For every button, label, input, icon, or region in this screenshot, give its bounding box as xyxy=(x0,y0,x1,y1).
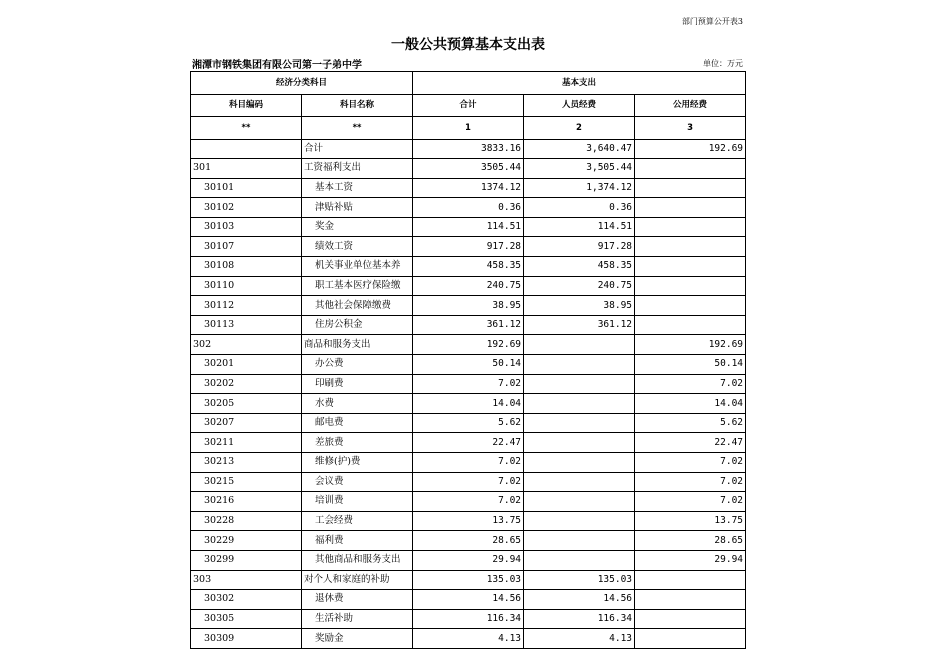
cell-code: 30101 xyxy=(191,178,302,198)
header-idx-total: 1 xyxy=(413,117,524,140)
cell-public xyxy=(635,198,746,218)
header-econ-category: 经济分类科目 xyxy=(191,72,413,95)
cell-public xyxy=(635,296,746,316)
cell-name: 其他社会保障缴费 xyxy=(302,296,413,316)
cell-code: 30113 xyxy=(191,315,302,335)
cell-personnel: 361.12 xyxy=(524,315,635,335)
cell-total: 192.69 xyxy=(413,335,524,355)
cell-name: 奖金 xyxy=(302,217,413,237)
cell-name: 培训费 xyxy=(302,492,413,512)
cell-total: 7.02 xyxy=(413,453,524,473)
cell-code: 30207 xyxy=(191,413,302,433)
cell-name: 合计 xyxy=(302,139,413,159)
table-row xyxy=(191,217,746,237)
cell-name: 福利费 xyxy=(302,531,413,551)
cell-public: 7.02 xyxy=(635,492,746,512)
unit-label: 单位：万元 xyxy=(703,59,743,68)
cell-total: 29.94 xyxy=(413,550,524,570)
header-idx-public: 3 xyxy=(635,117,746,140)
cell-public xyxy=(635,629,746,649)
cell-code: 30102 xyxy=(191,198,302,218)
budget-table xyxy=(190,71,746,649)
cell-total: 22.47 xyxy=(413,433,524,453)
cell-name: 其他商品和服务支出 xyxy=(302,550,413,570)
table-row xyxy=(191,315,746,335)
table-row xyxy=(191,609,746,629)
cell-personnel: 135.03 xyxy=(524,570,635,590)
table-row xyxy=(191,237,746,257)
page-title: 一般公共预算基本支出表 xyxy=(391,37,545,53)
cell-personnel xyxy=(524,433,635,453)
header-idx-code: ** xyxy=(191,117,302,140)
cell-code: 30112 xyxy=(191,296,302,316)
table-row xyxy=(191,433,746,453)
cell-personnel xyxy=(524,355,635,375)
cell-code: 30202 xyxy=(191,374,302,394)
header-idx-name: ** xyxy=(302,117,413,140)
table-row xyxy=(191,413,746,433)
cell-name: 工会经费 xyxy=(302,511,413,531)
cell-personnel xyxy=(524,492,635,512)
table-row xyxy=(191,296,746,316)
cell-code: 30305 xyxy=(191,609,302,629)
cell-code xyxy=(191,139,302,159)
header-total: 合计 xyxy=(413,94,524,117)
cell-code: 30211 xyxy=(191,433,302,453)
cell-personnel xyxy=(524,394,635,414)
cell-total: 14.56 xyxy=(413,590,524,610)
cell-total: 240.75 xyxy=(413,276,524,296)
header-row-2 xyxy=(191,94,746,117)
cell-public xyxy=(635,217,746,237)
table-row xyxy=(191,629,746,649)
cell-code: 30103 xyxy=(191,217,302,237)
table-row xyxy=(191,550,746,570)
cell-total: 5.62 xyxy=(413,413,524,433)
cell-personnel: 114.51 xyxy=(524,217,635,237)
table-row xyxy=(191,570,746,590)
cell-public: 28.65 xyxy=(635,531,746,551)
table-row xyxy=(191,178,746,198)
cell-code: 302 xyxy=(191,335,302,355)
cell-total: 28.65 xyxy=(413,531,524,551)
cell-name: 基本工资 xyxy=(302,178,413,198)
cell-code: 30110 xyxy=(191,276,302,296)
table-row xyxy=(191,511,746,531)
header-public: 公用经费 xyxy=(635,94,746,117)
cell-total: 917.28 xyxy=(413,237,524,257)
header-row-1 xyxy=(191,72,746,95)
cell-name: 维修(护)费 xyxy=(302,453,413,473)
cell-public: 13.75 xyxy=(635,511,746,531)
cell-total: 50.14 xyxy=(413,355,524,375)
table-row xyxy=(191,198,746,218)
cell-code: 30215 xyxy=(191,472,302,492)
cell-total: 135.03 xyxy=(413,570,524,590)
cell-name: 对个人和家庭的补助 xyxy=(302,570,413,590)
cell-total: 116.34 xyxy=(413,609,524,629)
cell-public xyxy=(635,159,746,179)
cell-public xyxy=(635,237,746,257)
cell-personnel: 1,374.12 xyxy=(524,178,635,198)
cell-personnel: 116.34 xyxy=(524,609,635,629)
table-row xyxy=(191,335,746,355)
cell-code: 30107 xyxy=(191,237,302,257)
cell-name: 住房公积金 xyxy=(302,315,413,335)
cell-public xyxy=(635,276,746,296)
cell-public xyxy=(635,590,746,610)
table-row xyxy=(191,257,746,277)
cell-total: 13.75 xyxy=(413,511,524,531)
cell-total: 0.36 xyxy=(413,198,524,218)
cell-code: 30299 xyxy=(191,550,302,570)
cell-public: 192.69 xyxy=(635,335,746,355)
cell-public: 29.94 xyxy=(635,550,746,570)
organization-name: 湘潭市钢铁集团有限公司第一子弟中学 xyxy=(192,60,362,71)
cell-public: 7.02 xyxy=(635,453,746,473)
cell-code: 30216 xyxy=(191,492,302,512)
cell-code: 30213 xyxy=(191,453,302,473)
cell-personnel: 240.75 xyxy=(524,276,635,296)
cell-personnel xyxy=(524,550,635,570)
cell-total: 1374.12 xyxy=(413,178,524,198)
table-row xyxy=(191,453,746,473)
cell-public xyxy=(635,257,746,277)
header-name: 科目名称 xyxy=(302,94,413,117)
header-row-3 xyxy=(191,117,746,140)
table-row xyxy=(191,492,746,512)
cell-total: 4.13 xyxy=(413,629,524,649)
cell-total: 3833.16 xyxy=(413,139,524,159)
table-row xyxy=(191,374,746,394)
cell-public xyxy=(635,570,746,590)
cell-public: 7.02 xyxy=(635,374,746,394)
cell-name: 津贴补贴 xyxy=(302,198,413,218)
cell-code: 30309 xyxy=(191,629,302,649)
cell-code: 30201 xyxy=(191,355,302,375)
cell-public: 5.62 xyxy=(635,413,746,433)
cell-name: 生活补助 xyxy=(302,609,413,629)
cell-personnel xyxy=(524,453,635,473)
cell-public: 14.04 xyxy=(635,394,746,414)
cell-name: 差旅费 xyxy=(302,433,413,453)
cell-name: 商品和服务支出 xyxy=(302,335,413,355)
table-row xyxy=(191,472,746,492)
cell-code: 30302 xyxy=(191,590,302,610)
cell-name: 绩效工资 xyxy=(302,237,413,257)
cell-code: 30229 xyxy=(191,531,302,551)
table-row xyxy=(191,159,746,179)
cell-name: 邮电费 xyxy=(302,413,413,433)
cell-name: 办公费 xyxy=(302,355,413,375)
cell-public: 7.02 xyxy=(635,472,746,492)
cell-personnel xyxy=(524,413,635,433)
cell-name: 机关事业单位基本养 xyxy=(302,257,413,277)
cell-code: 30108 xyxy=(191,257,302,277)
table-row xyxy=(191,590,746,610)
cell-personnel: 917.28 xyxy=(524,237,635,257)
table-row xyxy=(191,394,746,414)
cell-name: 奖励金 xyxy=(302,629,413,649)
cell-name: 工资福利支出 xyxy=(302,159,413,179)
cell-total: 7.02 xyxy=(413,492,524,512)
cell-name: 会议费 xyxy=(302,472,413,492)
cell-code: 303 xyxy=(191,570,302,590)
cell-personnel: 3,505.44 xyxy=(524,159,635,179)
cell-total: 3505.44 xyxy=(413,159,524,179)
cell-public xyxy=(635,315,746,335)
header-basic-expenditure: 基本支出 xyxy=(413,72,746,95)
cell-personnel: 4.13 xyxy=(524,629,635,649)
cell-personnel xyxy=(524,531,635,551)
header-code: 科目编码 xyxy=(191,94,302,117)
cell-personnel xyxy=(524,374,635,394)
cell-personnel: 38.95 xyxy=(524,296,635,316)
cell-name: 水费 xyxy=(302,394,413,414)
cell-name: 印刷费 xyxy=(302,374,413,394)
cell-public: 22.47 xyxy=(635,433,746,453)
cell-total: 38.95 xyxy=(413,296,524,316)
cell-total: 14.04 xyxy=(413,394,524,414)
table-row xyxy=(191,276,746,296)
cell-name: 职工基本医疗保险缴 xyxy=(302,276,413,296)
cell-personnel: 3,640.47 xyxy=(524,139,635,159)
cell-name: 退休费 xyxy=(302,590,413,610)
cell-personnel: 0.36 xyxy=(524,198,635,218)
table-row xyxy=(191,531,746,551)
cell-public: 192.69 xyxy=(635,139,746,159)
table-row xyxy=(191,139,746,159)
cell-total: 114.51 xyxy=(413,217,524,237)
cell-personnel xyxy=(524,511,635,531)
table-row xyxy=(191,355,746,375)
cell-total: 7.02 xyxy=(413,374,524,394)
cell-personnel xyxy=(524,472,635,492)
cell-personnel xyxy=(524,335,635,355)
cell-public xyxy=(635,178,746,198)
cell-code: 30228 xyxy=(191,511,302,531)
cell-total: 7.02 xyxy=(413,472,524,492)
cell-total: 361.12 xyxy=(413,315,524,335)
header-personnel: 人员经费 xyxy=(524,94,635,117)
cell-personnel: 458.35 xyxy=(524,257,635,277)
header-idx-personnel: 2 xyxy=(524,117,635,140)
cell-code: 30205 xyxy=(191,394,302,414)
cell-public: 50.14 xyxy=(635,355,746,375)
cell-code: 301 xyxy=(191,159,302,179)
cell-personnel: 14.56 xyxy=(524,590,635,610)
document-tag: 部门预算公开表3 xyxy=(681,17,743,26)
cell-total: 458.35 xyxy=(413,257,524,277)
cell-public xyxy=(635,609,746,629)
